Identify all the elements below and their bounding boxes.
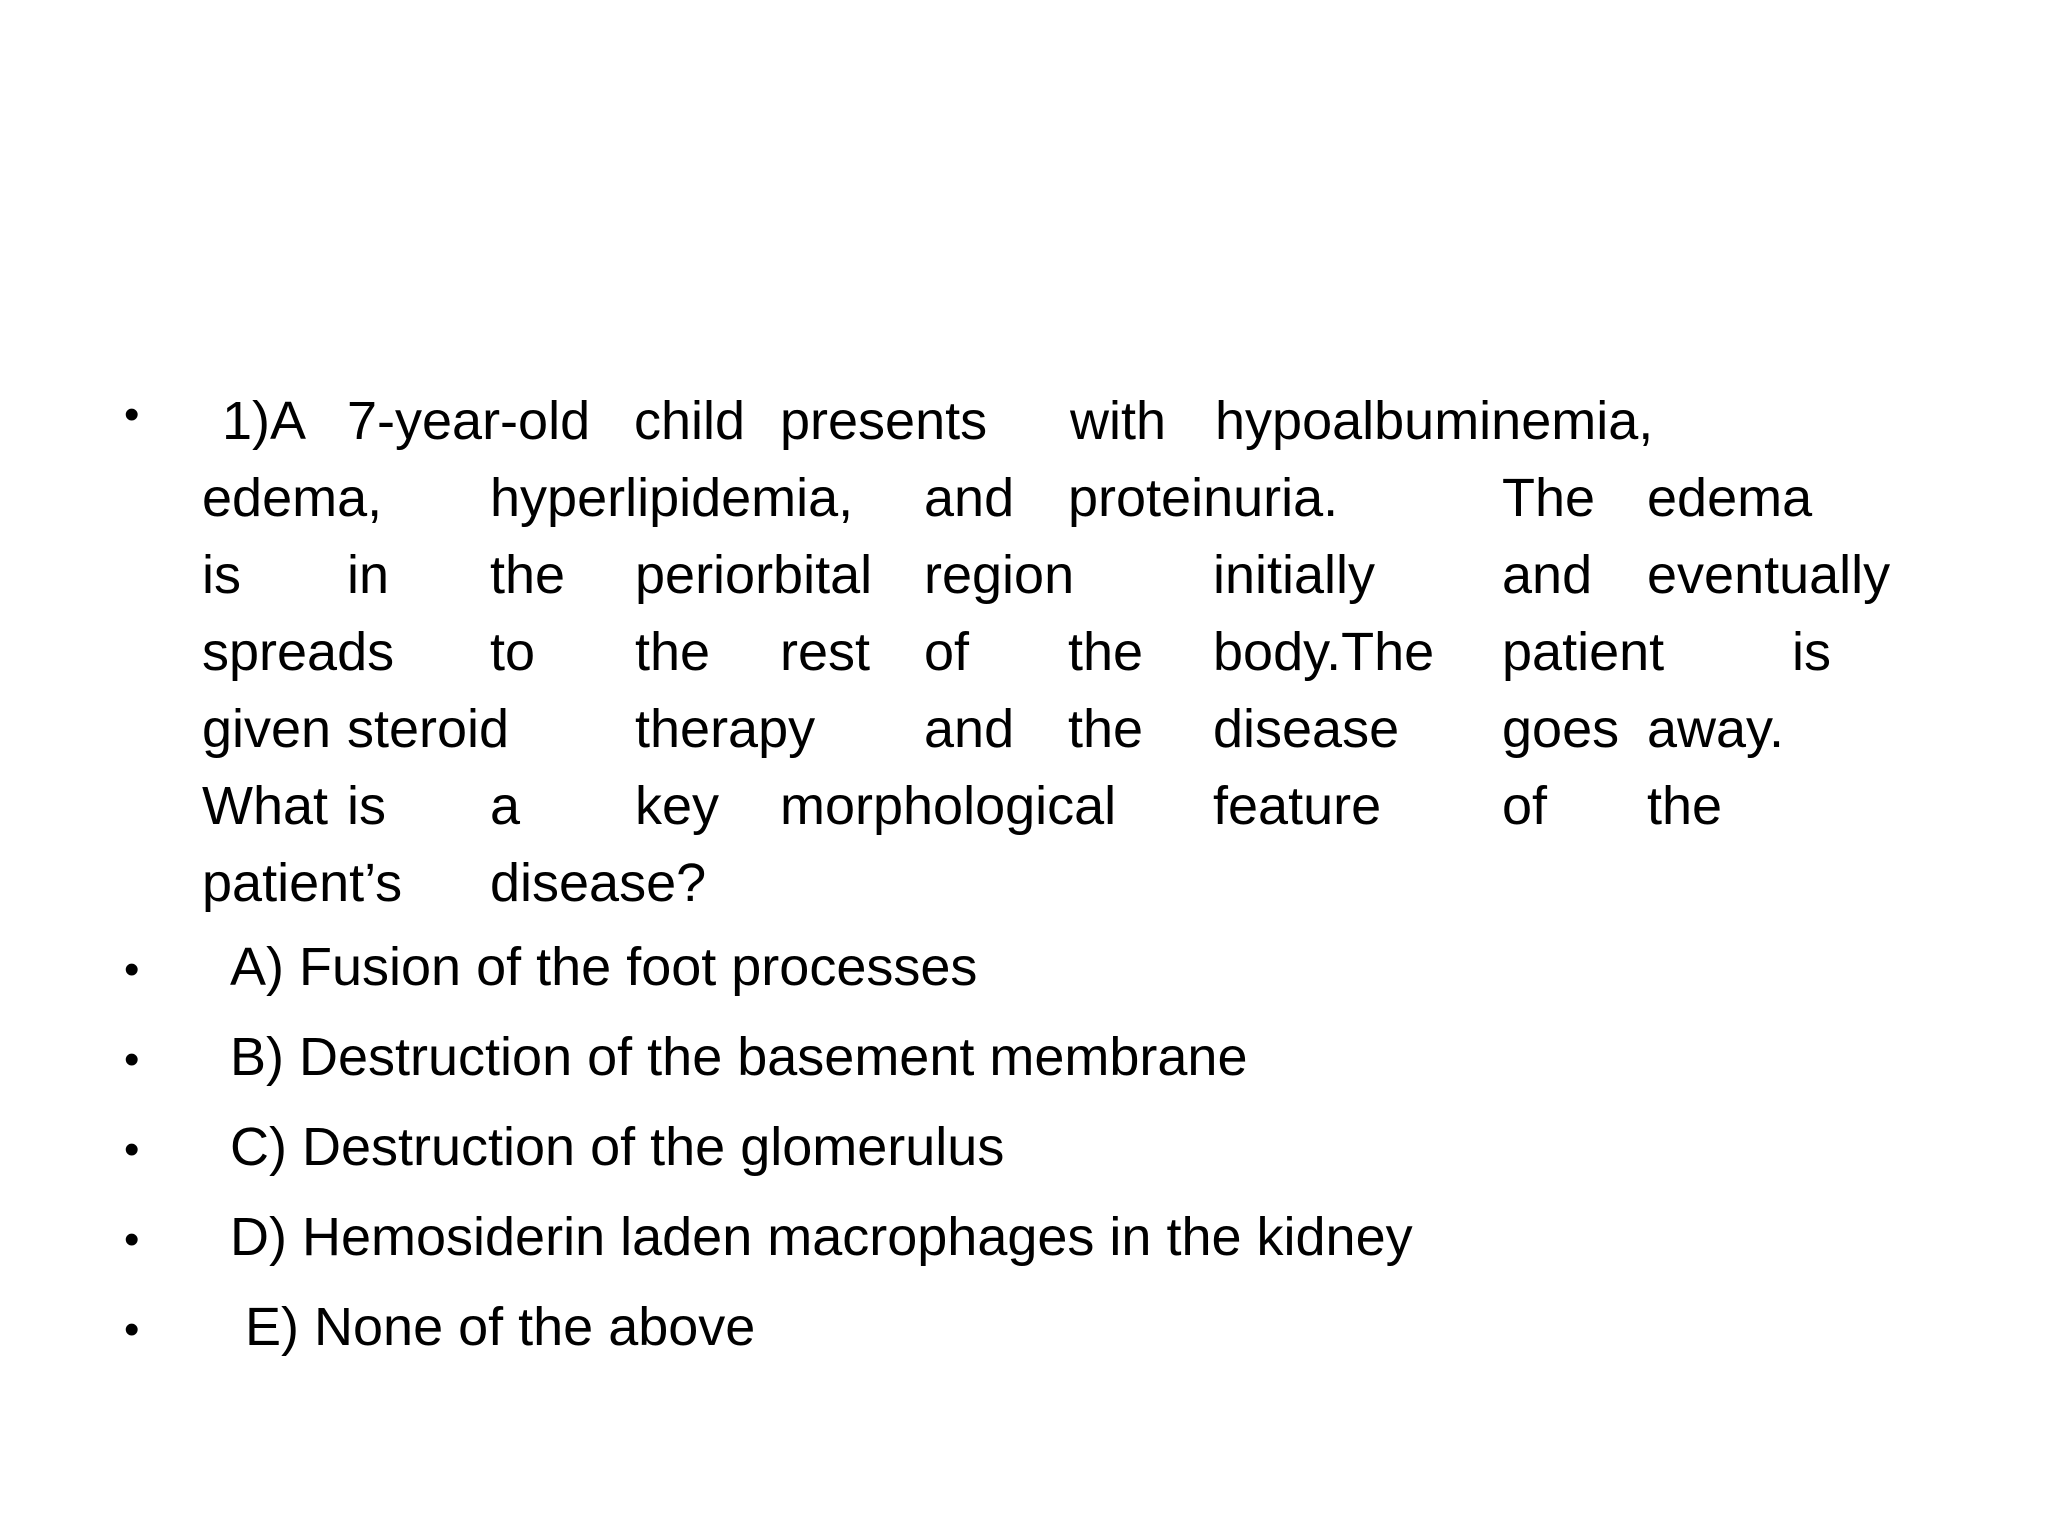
question-word: of [924,622,970,682]
question-word: hyperlipidemia, [490,468,854,528]
question-word: 7-year-old [347,391,591,451]
question-word: the [635,622,711,682]
question-word: region [924,545,1075,605]
question-word: morphological [780,776,1117,836]
question-word: initially [1213,545,1376,605]
question-line [202,768,1962,845]
bullet-option-a: • [124,945,140,994]
question-word: therapy [635,699,816,759]
bullet-option-e: • [124,1305,140,1354]
question-line [202,845,1962,922]
question-line [202,691,1962,768]
question-word: the [1068,699,1144,759]
question-word: What [202,776,329,836]
question-word: given [202,699,332,759]
question-line [202,460,1962,537]
question-word: the [490,545,566,605]
question-word: The [1502,468,1596,528]
question-word: and [924,699,1015,759]
question-word: hypoalbuminemia, [1215,391,1654,451]
question-line [202,383,1962,460]
question-word: key [635,776,720,836]
question-word: in [347,545,390,605]
question-word: steroid [347,699,510,759]
option-d: D) Hemosiderin laden macrophages in the kidney [230,1207,1413,1267]
option-c: C) Destruction of the glomerulus [230,1117,1005,1177]
bullet-question: • [124,390,140,439]
question-word: patient [1502,622,1665,682]
question-word: body.The [1213,622,1435,682]
question-word: patient’s [202,853,403,913]
question-line [202,537,1962,614]
question-word: is [347,776,386,836]
question-word: is [1792,622,1831,682]
question-word: disease [1213,699,1400,759]
question-word: edema [1647,468,1813,528]
question-word: to [490,622,536,682]
question-word: 1)A [222,391,307,451]
bullet-option-b: • [124,1035,140,1084]
question-word: eventually [1647,545,1891,605]
question-word: the [1068,622,1144,682]
question-word: proteinuria. [1068,468,1339,528]
question-word: and [924,468,1015,528]
question-word: feature [1213,776,1382,836]
question-word: the [1647,776,1723,836]
question-line [202,614,1962,691]
question-text [202,383,1962,922]
bullet-option-d: • [124,1215,140,1264]
question-word: presents [780,391,988,451]
option-a: A) Fusion of the foot processes [230,937,978,997]
question-word: away. [1647,699,1785,759]
question-word: of [1502,776,1548,836]
question-word: spreads [202,622,395,682]
question-word: is [202,545,241,605]
bullet-option-c: • [124,1125,140,1174]
question-word: and [1502,545,1593,605]
question-word: goes [1502,699,1620,759]
option-e: E) None of the above [245,1297,756,1357]
question-word: disease? [490,853,707,913]
question-word: with [1070,391,1167,451]
question-word: periorbital [635,545,873,605]
option-b: B) Destruction of the basement membrane [230,1027,1248,1087]
question-word: child [634,391,746,451]
question-word: rest [780,622,871,682]
question-word: edema, [202,468,383,528]
question-word: a [490,776,521,836]
